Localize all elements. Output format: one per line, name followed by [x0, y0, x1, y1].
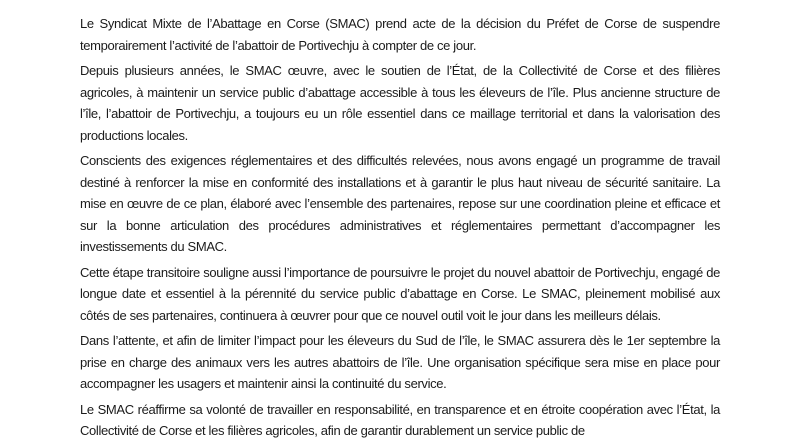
paragraph: Conscients des exigences réglementaires et des difficultés relevées, nous avons engagé un programme de travail destiné à renforcer la mise en conformité des installations et à garantir le plus haut niveau de sécurité sanitaire. La mise en œuvre de ce plan, élaboré avec l’ensemble des partenaires, repose sur une coordination pleine et efficace et sur la bonne articulation des procédures administratives et réglementaires permettant d’accompagner les investissements du SMAC. [80, 153, 720, 254]
paragraph: Le SMAC réaffirme sa volonté de travailler en responsabilité, en transparence et en étroite coopération avec l’État, la Collectivité de Corse et les filières agricoles, afin de garantir durablement un service public de [80, 401, 720, 438]
paragraph: Le Syndicat Mixte de l’Abattage en Corse (SMAC) prend acte de la décision du Préfet de Corse de suspendre temporairement l’activité de l’abattoir de Portivechju à compter de ce jour. [80, 16, 720, 53]
paragraph: Dans l’attente, et afin de limiter l’impact pour les éleveurs du Sud de l’île, le SMAC assurera dès le 1er septembre la prise en charge des animaux vers les autres abattoirs de l’île. Une organisation spécifique sera mise en place pour accompagner les usagers et maintenir ainsi la continuité du service. [80, 333, 720, 391]
paragraph: Depuis plusieurs années, le SMAC œuvre, avec le soutien de l’État, de la Collectivité de Corse et des filières agricoles, à maintenir un service public d’abattage accessible à tous les éleveurs de l’île. Plus ancienne structure de l’île, l’abattoir de Portivechju, a toujours eu un rôle essentiel dans ce maillage territorial et dans la valorisation des productions locales. [80, 63, 720, 143]
paragraph: Cette étape transitoire souligne aussi l’importance de poursuivre le projet du nouvel abattoir de Portivechju, engagé de longue date et essentiel à la pérennité du service public d’abattage en Corse. Le SMAC, pleinement mobilisé aux côtés de ses partenaires, continuera à œuvrer pour que ce nouvel outil voit le jour dans les meilleurs délais. [80, 264, 720, 323]
